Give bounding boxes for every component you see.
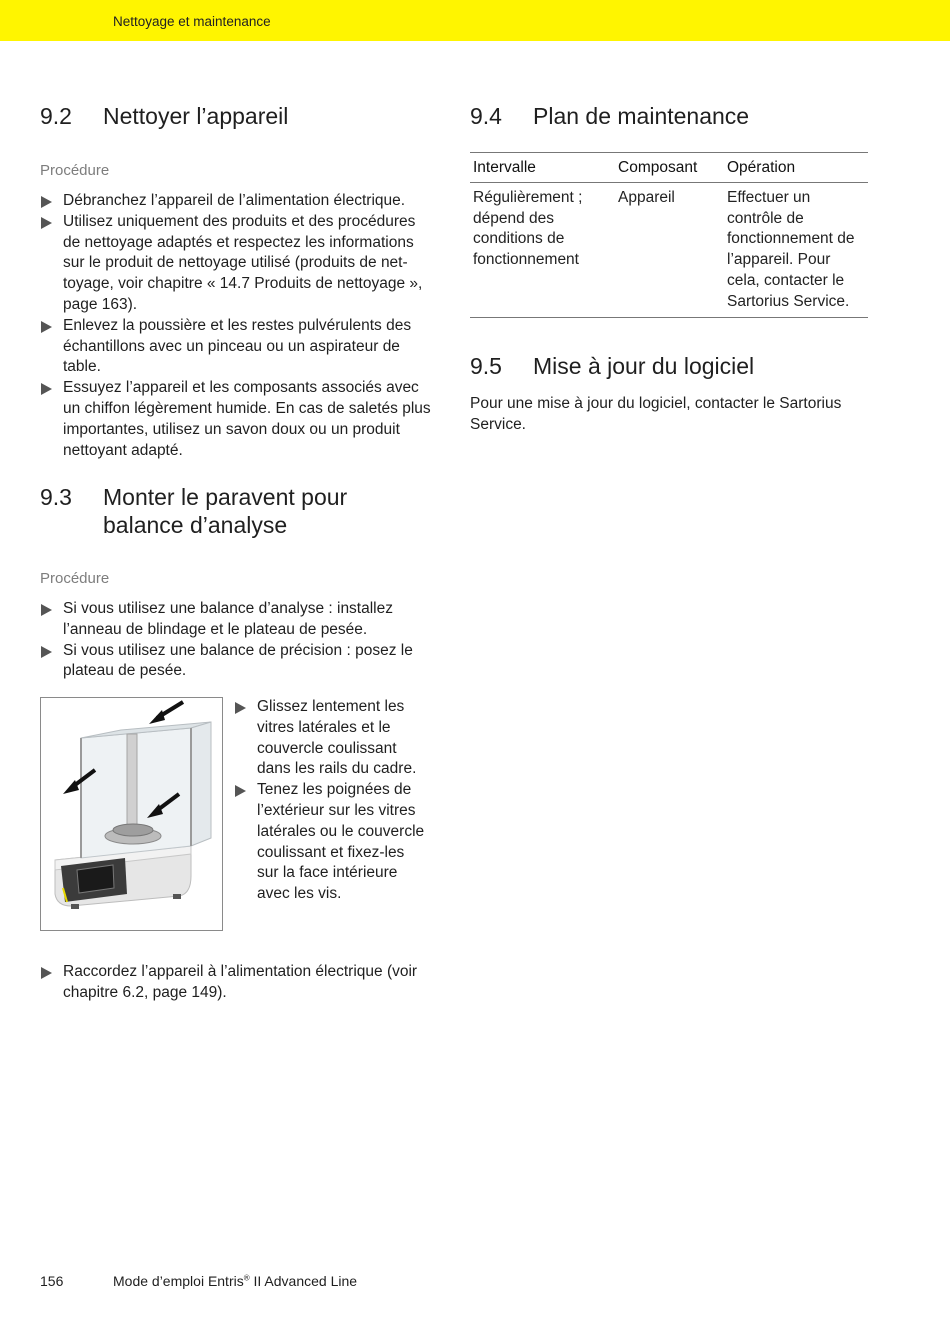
section-number: 9.4 (470, 103, 502, 129)
triangle-bullet-icon (41, 217, 52, 229)
section-9-2-heading (40, 102, 440, 132)
section-9-5-text: Pour une mise à jour du logiciel, contacter le Sartorius Service. (470, 395, 842, 433)
step-item (235, 780, 430, 905)
step-text: Tenez les poignées de l’extérieur sur les vitres latérales ou le couvercle coulissant et fixez-les sur la face intérieure avec les vis. (257, 781, 425, 903)
step-text: Si vous utilisez une balance de précision : posez le plateau de pesée. (63, 641, 413, 680)
column-header-operation: Opération (724, 153, 868, 183)
balance-draft-shield-image (41, 698, 222, 930)
step-item (41, 641, 431, 683)
section-9-5-heading (470, 352, 870, 382)
section-title: Plan de maintenance (533, 103, 750, 129)
triangle-bullet-icon (235, 702, 246, 714)
document-title (113, 1273, 357, 1289)
section-number: 9.3 (40, 484, 72, 510)
section-9-3-steps-side (235, 697, 430, 905)
section-title-line1: Monter le paravent pour (103, 484, 348, 510)
step-item (41, 599, 431, 641)
step-text: Raccordez l’appareil à l’alimentation électrique (voir chapitre 6.2, page 149). (63, 963, 418, 1001)
triangle-bullet-icon (41, 321, 52, 333)
triangle-bullet-icon (235, 785, 246, 797)
section-9-3-steps-top (41, 599, 431, 682)
section-number: 9.5 (470, 353, 502, 379)
section-9-3-steps-bottom (41, 962, 433, 1004)
maintenance-table (470, 152, 868, 318)
column-header-component: Composant (615, 153, 724, 183)
procedure-label: Procédure (40, 162, 110, 179)
section-9-2-steps (41, 191, 431, 461)
step-item (235, 697, 430, 780)
page-number: 156 (40, 1273, 64, 1289)
step-text: Débranchez l’appareil de l’alimentation électrique. (63, 192, 406, 209)
step-text: Glissez lentement les vitres latérales et le couvercle coulissant dans les rails du cadre. (257, 698, 417, 778)
registered-mark: ® (243, 1273, 250, 1283)
step-item (41, 191, 431, 212)
column-header-interval: Intervalle (470, 153, 615, 183)
running-header: Nettoyage et maintenance (113, 14, 271, 29)
procedure-label: Procédure (40, 570, 110, 587)
triangle-bullet-icon (41, 196, 52, 208)
section-9-3-heading (40, 483, 440, 543)
step-text: Essuyez l’appareil et les composants associés avec un chiffon légèrement humide. En cas de saletés plus importantes, utilisez un savon doux ou un produit nettoyant adapté. (63, 379, 431, 459)
step-item (41, 962, 433, 1004)
step-item (41, 212, 431, 316)
cell-component: Appareil (615, 182, 724, 317)
document-title-suffix: II Advanced Line (249, 1273, 358, 1289)
step-text: Enlevez la poussière et les restes pulvérulents des échantillons avec un pinceau ou un aspirateur de table. (63, 316, 412, 376)
section-title-line2: balance d’analyse (103, 512, 288, 538)
section-number: 9.2 (40, 103, 72, 129)
cell-interval: Régulièrement ; dépend des conditions de fonctionnement (470, 182, 615, 317)
section-9-4-heading (470, 102, 870, 132)
section-title: Nettoyer l’appareil (103, 103, 289, 129)
step-text: Si vous utilisez une balance d’analyse : installez l’anneau de blindage et le plateau de pesée. (63, 600, 393, 638)
triangle-bullet-icon (41, 646, 52, 658)
table-header-row (470, 153, 868, 183)
section-title: Mise à jour du logiciel (533, 353, 755, 379)
step-text: Utilisez uniquement des produits et des procédures de nettoyage adaptés et respectez les informations sur le produit de nettoyage utilisé (produits de net-toyage, voir chapitre « 14.7 Produits de nettoyage », page 163). (63, 212, 423, 313)
cell-operation: Effectuer un contrôle de fonctionnement de l’appareil. Pour cela, contacter le Sartorius Service. (724, 182, 868, 317)
triangle-bullet-icon (41, 383, 52, 395)
step-item (41, 316, 431, 378)
triangle-bullet-icon (41, 604, 52, 616)
triangle-bullet-icon (41, 967, 52, 979)
document-title-prefix: Mode d’emploi Entris (113, 1273, 244, 1289)
step-item (41, 378, 431, 461)
draft-shield-illustration (40, 697, 223, 931)
table-row (470, 182, 868, 317)
